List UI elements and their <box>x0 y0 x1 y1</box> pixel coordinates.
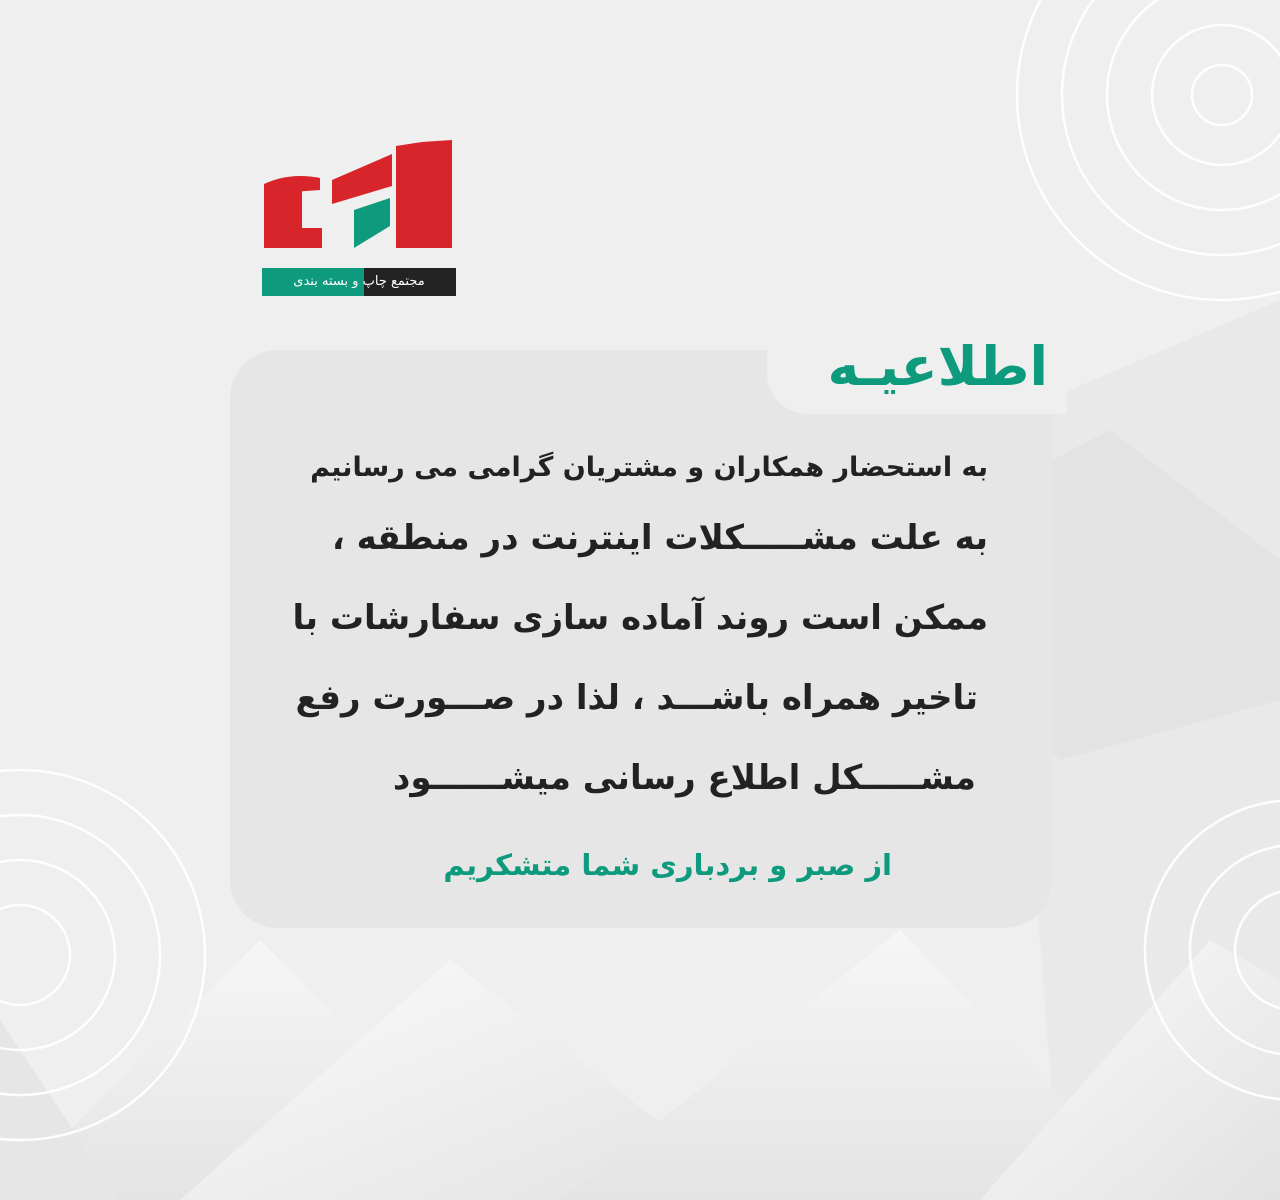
notice-body-line: مشـــــکل اطلاع رسانی میشــــــود <box>392 758 976 798</box>
logo-mark-icon <box>262 140 458 268</box>
notice-title: اطلاعیـه <box>827 335 1048 398</box>
notice-body-line: تاخیر همراه باشـــد ، لذا در صـــورت رفع <box>295 678 978 718</box>
notice-thanks: از صبر و بردباری شما متشکریم <box>443 848 892 882</box>
notice-greeting: به استحضار همکاران و مشتریان گرامی می رسانیم <box>310 452 988 483</box>
notice-body-line: به علت مشـــــکلات اینترنت در منطقه ، <box>331 518 988 558</box>
logo-tagline: مجتمع چاپ و بسته بندی <box>293 274 425 289</box>
notice-body-line: ممکن است روند آماده سازی سفارشات با <box>292 598 988 638</box>
company-logo <box>262 140 458 298</box>
notice-card <box>230 350 1052 928</box>
